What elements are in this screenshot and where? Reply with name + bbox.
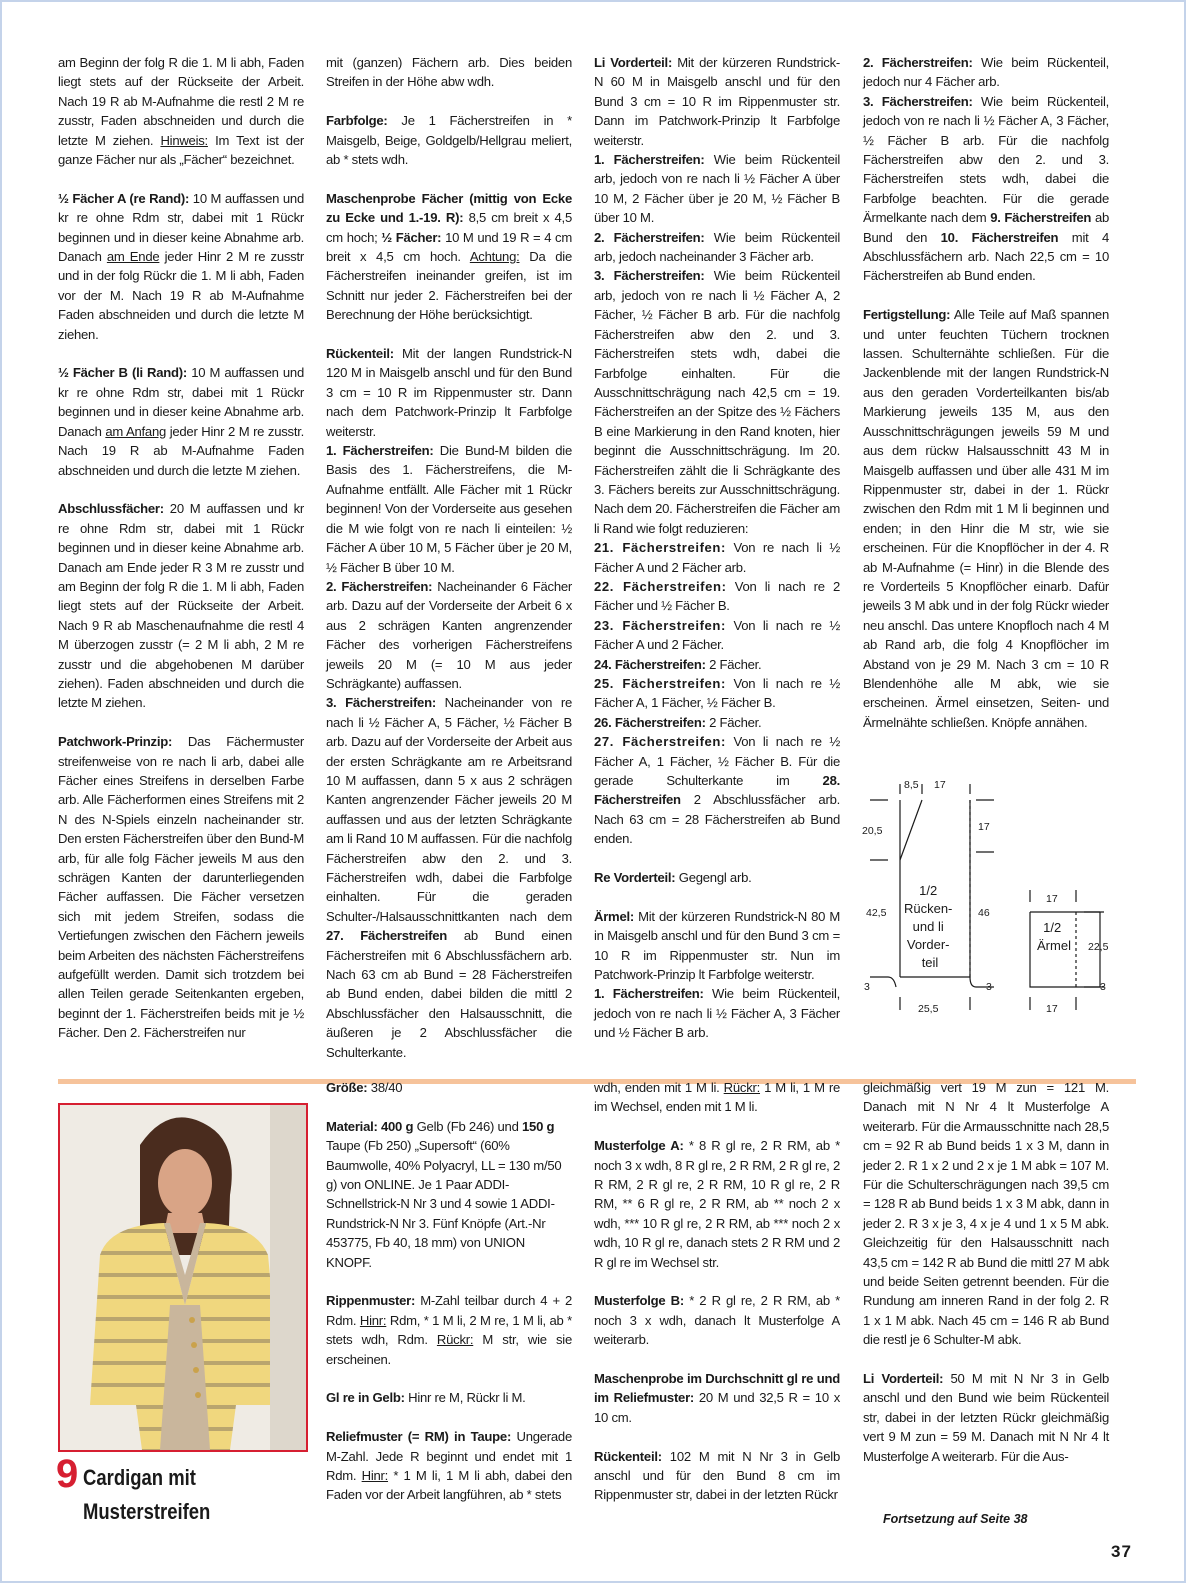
text: ab Bund einen Fächerstreifen mit 6 Abschlussfächern arb. Nach 63 cm ab Bund = 28 Fächerstreifen ab Bund enden, dabei bilden die mittl 2 Abschlussfächer den Halsausschnitt, die äußeren je 2 Abschlussfächer die Schulterkante. — [326, 928, 572, 1060]
step-heading: 24. Fächerstreifen: — [594, 656, 706, 672]
underlined-text: am Ende — [106, 249, 160, 265]
paragraph-half-fan-b — [58, 363, 304, 479]
title-line: Cardigan mit — [83, 1465, 196, 1490]
text: Die Bund-M bilden die Basis des 1. Fächerstreifens, die M-Aufnahme entfällt. Alle Fächer mit 1 Rückr beginnen! Von der Vorderseite aus gesehen die M wie folgt von re nach li einteilen: ½ Fächer A über 10 M, 5 Fächer über je 20 M, ½ Fächer B über 10 M. — [326, 443, 572, 575]
step-heading: 2. Fächerstreifen: — [594, 229, 705, 245]
step-heading: 27. Fächerstreifen: — [594, 734, 726, 750]
page-number: 37 — [1111, 1542, 1132, 1561]
paragraph-gauge — [594, 1369, 840, 1427]
section-heading: Li Vorderteil: — [594, 55, 673, 70]
underlined-text: Achtung: — [469, 249, 520, 265]
text: Alle Teile auf Maß spannen und unter feuchten Tüchern trocknen lassen. Schulternähte schließen. Für die Jackenblende mit der langen Rundstrick-N aus den geraden Vorderteilkanten bis/ab Markierung jeweils 135 M, aus den Ausschnittschrägungen jeweils 59 M und aus dem rückw Halsausschnitt 43 M in Maisgelb auffassen und über alle 431 M im Rippenmuster str, dabei in der 1. Rückr zwischen den Rdm mit 1 M li beginnen und enden; in den Hinr die M str, wie sie erscheinen. Für die Knopflöcher in der 4. R ab M-Aufnahme (= Hinr) in die Blende des re Vorderteils 5 Knopflöcher einarb. Dafür jeweils 3 M abk und in der folg Rückr wieder neu anschl. Das untere Knopfloch nach 4 M ab Rand arb, die folg 4 Knopflöcher im Abstand von je 29 M. Nach 3 cm = 10 R Blendenhöhe alle M abk, wie sie erscheinen. Ärmel einsetzen, Seiten- und Ärmelnähte schließen. Knöpfe annähen. — [863, 307, 1109, 730]
text: Von li nach re ½ Fächer A, 1 Fächer, ½ Fächer B. Für die gerade Schulterkante im — [594, 734, 840, 789]
text: Nacheinander 6 Fächer arb. Dazu auf der Vorderseite der Arbeit 6 x aus 2 schrägen Kanten angrenzender Fächer des vorherigen Fächerstreifens jeweils 20 M (= 10 M aus jeder Schrägkante) auffassen. — [326, 578, 572, 691]
section-heading: Li Vorderteil: — [863, 1371, 944, 1387]
text: 10 M auffassen und kr re ohne Rdm str, dabei mit 1 Rückr beginnen und in dieser keine Abnahme arb. Danach — [58, 190, 304, 265]
section-heading: Farbfolge: — [326, 113, 388, 129]
text: 10 M auffassen und kr re ohne Rdm str, dabei mit 1 Rückr beginnen und in dieser keine Abnahme arb. Danach — [58, 365, 304, 439]
paragraph-back — [326, 344, 572, 1062]
text: 8,5 cm breit x 4,5 cm hoch; — [326, 210, 572, 245]
paragraph-finishing — [863, 305, 1109, 732]
label-line: Vorder- — [906, 937, 950, 952]
section-heading: Abschlussfächer: — [58, 501, 164, 517]
dim-17-top: 17 — [934, 779, 946, 791]
paragraph-pattern-b — [594, 1291, 840, 1349]
paragraph-color-sequence — [326, 111, 572, 169]
text: Von li nach re ½ Fächer A, 1 Fächer, ½ Fächer B. — [594, 676, 840, 711]
step-heading: 1. Fächerstreifen: — [326, 443, 434, 459]
text: 10 M und 19 R = 4 cm breit x 4,5 cm hoch. — [326, 229, 572, 265]
paragraph-end-fans — [58, 499, 304, 712]
underlined-text: am Anfang — [105, 423, 167, 439]
text: 2 Fächer. — [705, 714, 762, 730]
section-heading: Patchwork-Prinzip: — [58, 734, 173, 750]
step-heading: 25. Fächerstreifen: — [594, 676, 726, 691]
section-heading: Material: 400 g — [326, 1118, 414, 1134]
text: Hinr re M, Rückr li M. — [404, 1390, 526, 1406]
project-number: 9 — [56, 1452, 79, 1496]
paragraph-continued: mit (ganzen) Fächern arb. Dies beiden Streifen in der Höhe abw wdh. — [326, 55, 572, 90]
dim-17-right: 17 — [978, 821, 990, 833]
step-heading: 3. Fächerstreifen: — [326, 695, 436, 711]
text: jeder Hinr 2 M re zusstr. Nach 19 R ab M-Aufnahme Faden abschneiden und durch die letzte M ziehen. — [58, 423, 304, 478]
section-heading: Ärmel: — [594, 908, 634, 924]
step-heading: 26. Fächerstreifen: — [594, 714, 706, 730]
text: mit 4 Abschlussfächern arb. Nach 22,5 cm = 10 Fächerstreifen ab Bund enden. — [863, 229, 1110, 284]
note-label: Hinweis: — [160, 132, 208, 148]
dim-3-left: 3 — [864, 981, 870, 993]
section-heading: Reliefmuster (= RM) in Taupe: — [326, 1429, 512, 1445]
bold-text: ½ Fächer: — [381, 229, 442, 245]
section-heading: Rückenteil: — [594, 1448, 662, 1464]
step-heading: 3. Fächerstreifen: — [594, 268, 705, 284]
step-heading: 21. Fächerstreifen: — [594, 540, 726, 556]
text: Von li nach re 2 Fächer und ½ Fächer B. — [594, 578, 840, 614]
text: Das Fächermuster streifenweise von re nach li arb, dabei alle Fächer eines Streifens in derselben Farbe arb. Alle Fächerformen eines Streifens mit 2 N des N-Spiels einzeln nacheinander str. Den ersten Fächerstreifen über den Bund-M arb, für alle folg Fächer jeweils M aus den schrägen Kanten der darunterliegenden Fächer auffassen. Die Fächer versetzen sich mit jedem Streifen, sodass die Vertiefungen zwischen den Fächern jeweils beim Arbeiten des nächsten Fächerstreifens aufgefüllt werden. Damit sich trotzdem bei allen Teilen gerade Seitenkanten ergeben, beginnt der 1. Fächerstreifen beids mit je ½ Fächer. Den 2. Fächerstreifen nur — [58, 734, 304, 1041]
rib-curve — [888, 977, 896, 987]
paragraph-half-fan-a — [58, 189, 304, 344]
step-heading: 27. Fächerstreifen — [326, 928, 448, 944]
dim-25-5: 25,5 — [918, 1003, 939, 1015]
label-line: und li — [912, 919, 944, 934]
step-heading: 1. Fächerstreifen: — [594, 986, 704, 1002]
underlined-text: Hinr: — [361, 1468, 389, 1484]
label-line: 1/2 — [919, 883, 938, 898]
section-heading: Rippenmuster: — [326, 1293, 416, 1309]
paragraph-right-front — [594, 868, 840, 887]
dim-46: 46 — [978, 907, 990, 919]
text: Wie beim Rückenteil arb, jedoch von re nach li ½ Fächer A, 2 Fächer, ½ Fächer B arb. Für die nachfolg Fächerstreifen abw den 2. und 3. Fächerstreifen stets wdh, dabei die Farbfolge einhalten. Für die Ausschnittschrägung nach 42,5 cm = 19. Fächerstreifen an der Spitze des ½ Fächers B eine Markierung in den Rand knoten, hier beginnt die Ausschnittschrägung. Im 20. Fächerstreifen zählt die li Schrägkante des 3. Fächers bereits zur Ausschnittschrägung. Nach dem 20. Fächerstreifen die Fächer am li Rand wie folgt reduzieren: — [594, 268, 840, 536]
text: M str, wie sie erscheinen. — [326, 1332, 572, 1367]
text: Von li nach re ½ Fächer A und 2 Fächer. — [594, 617, 840, 653]
text-column-7 — [863, 1078, 1109, 1466]
text-column-1 — [58, 53, 304, 1043]
label-line: 1/2 — [1043, 920, 1062, 935]
cardigan-photo — [58, 1103, 308, 1452]
dim-sleeve-3: 3 — [1100, 981, 1106, 993]
section-heading: ½ Fächer A (re Rand): — [58, 190, 190, 206]
dim-8-5: 8,5 — [904, 779, 919, 791]
section-heading: Rückenteil: — [326, 346, 394, 362]
text: Mit der kürzeren Rundstrick-N 80 M in Maisgelb anschl und für den Bund 3 cm = 10 R im Rippenmuster str. Nun im Patchwork-Prinzip lt Farbfolge weiterstr. — [594, 908, 840, 983]
paragraph-material — [326, 1117, 572, 1272]
text: Nacheinander von re nach li ½ Fächer A, 5 Fächer, ½ Fächer B arb. Dazu auf der Vorderseite der Arbeit aus der ersten Schrägkante am re Arbeitsrand 10 M auffassen, dann 5 x aus 2 schrägen Kanten angrenzender Fächer jeweils 20 M auffassen und aus der letzten Schrägkante am li Rand 10 M auffassen. Für die nachfolg Fächerstreifen abw den 2. und 3. Fächerstreifen wdh, dabei die Farbfolge einhalten. Für die geraden Schulter-/Halsausschnittkanten nach dem — [326, 695, 573, 924]
text: Mit der langen Rundstrick-N 120 M in Maisgelb anschl und für den Bund 3 cm = 10 R im Rippenmuster str. Dann nach dem Patchwork-Prinzip lt Farbfolge weiterstr. — [326, 346, 572, 439]
text: 1 M li, 1 M re im Wechsel, enden mit 1 M li. — [594, 1080, 840, 1115]
continued-note: Fortsetzung auf Seite 38 — [883, 1512, 1028, 1526]
text: Wie beim Rückenteil, jedoch von re nach li ½ Fächer A, 3 Fächer und ½ Fächer B arb. — [594, 986, 840, 1041]
text: Gegengl arb. — [675, 870, 752, 886]
section-heading: Maschenprobe im Durchschnitt gl re und im Reliefmuster: — [594, 1371, 840, 1406]
text: Wie beim Rückenteil, jedoch nur 4 Fächer arb. — [863, 55, 1109, 90]
text: * 2 R gl re, 2 R RM, ab * noch 3 x wdh, danach lt Musterfolge A weiterarb. — [594, 1293, 840, 1348]
sleeve-piece-label — [1037, 920, 1071, 953]
text: Mit der kürzeren Rundstrick-N 60 M in Maisgelb anschl und für den Bund 3 cm = 10 R im Rippenmuster str. Dann im Patchwork-Prinzip lt Farbfolge weiterstr. — [594, 55, 840, 148]
paragraph-gauge — [326, 189, 572, 325]
section-heading: ½ Fächer B (li Rand): — [58, 365, 188, 381]
step-heading: 1. Fächerstreifen: — [594, 152, 705, 168]
dim-sleeve-17-top: 17 — [1046, 893, 1058, 905]
step-heading: 22. Fächerstreifen: — [594, 578, 727, 594]
text: M-Zahl teilbar durch 4 + 2 Rdm. — [326, 1293, 572, 1328]
step-heading: 9. Fächerstreifen — [990, 210, 1092, 226]
title-line: Musterstreifen — [83, 1499, 211, 1524]
paragraph-stockinette — [326, 1388, 572, 1407]
label-line: Rücken- — [903, 901, 953, 916]
text: Im Text ist der ganze Fächer nur als „Fächer“ bezeichnet. — [58, 132, 304, 168]
neck-slope — [900, 800, 922, 860]
text-column-5 — [326, 1078, 572, 1505]
paragraph-patchwork — [58, 732, 304, 1043]
text-column-2 — [326, 53, 572, 1062]
pattern-schematic — [862, 779, 1142, 1040]
step-heading: 10. Fächerstreifen — [940, 229, 1059, 245]
paragraph-left-front — [863, 1369, 1109, 1466]
text: 102 M mit N Nr 3 in Gelb anschl und für den Bund 8 cm im Rippenmuster str, dabei in der letzten Rückr — [594, 1448, 840, 1503]
text: Wie beim Rückenteil arb, jedoch nacheinander 3 Fächer arb. — [594, 229, 840, 265]
paragraph-size — [326, 1078, 572, 1097]
text: 20 M und 32,5 R = 10 x 10 cm. — [594, 1390, 840, 1425]
model-illustration — [60, 1105, 306, 1450]
underlined-text: Rückr: — [436, 1332, 474, 1348]
project-title — [83, 1461, 210, 1529]
dim-sleeve-17-bottom: 17 — [1046, 1003, 1058, 1015]
text: Wie beim Rückenteil arb, jedoch von re nach li ½ Fächer A über 10 M, 2 Fächer über je 20 M, ½ Fächer B über 10 M. — [594, 152, 840, 226]
section-heading: Musterfolge B: — [594, 1293, 684, 1309]
paragraph-relief-continued — [594, 1078, 840, 1117]
text: 50 M mit N Nr 3 in Gelb anschl und den Bund wie beim Rückenteil str, dabei in der letzten Rückr gleichmäßig vert 9 M zun = 59 M. Danach mit N Nr 4 lt Musterfolge A weiterarb. Für die Aus- — [863, 1371, 1109, 1464]
paragraph-back-continued: gleichmäßig vert 19 M zun = 121 M. Danach mit N Nr 4 lt Musterfolge A weiterarb. Für die Armausschnitte nach 28,5 cm = 92 R ab Bund beids 1 x 3 M, dann in jeder 2. R 1 x 2 und 2 x je 1 M abk = 107 M. Für die Schulterschrägungen nach 39,5 cm = 128 R ab Bund beids 1 x 3 M abk, dann in jeder 2. R 3 x je 3, 4 x je 4 und 1 x 5 M abk. Gleichzeitig für den Halsausschnitt nach 43,5 cm = 142 R ab Bund die mittl 27 M abk und beide Seiten getrennt beenden. Für die Rundung am inneren Rand in der folg 2. R 1 x 1 M abk. Nach 45 cm = 146 R ab Bund die restl je 6 Schulter-M abk. — [863, 1080, 1109, 1348]
rib-curve — [970, 977, 976, 987]
section-heading: Gl re in Gelb: — [326, 1390, 405, 1406]
section-heading: Musterfolge A: — [594, 1138, 684, 1154]
text: jeder Hinr 2 M re zusstr und in der folg Rückr die 1. M li abh, Faden vor der M. Nach 19 R ab M-Aufnahme Faden abschneiden und durch die letzte M ziehen. — [58, 249, 304, 342]
text: 20 M auffassen und kr re ohne Rdm str, dabei mit 1 Rückr beginnen und in dieser keine Abnahme arb. Danach am Ende jeder R 3 M re zusstr und am Beginn der folg R die 1. M li abh, Faden liegt stets auf der Rückseite der Arbeit. Nach 9 R ab Maschenaufnahme die restl 4 M überzogen zusstr (= 2 M li abh, 2 M re zusstr und die abgehobenen M darüber ziehen). Faden abschneiden und durch die letzte M ziehen. — [58, 501, 304, 711]
step-heading: 2. Fächerstreifen: — [326, 578, 433, 594]
step-heading: 2. Fächerstreifen: — [863, 55, 973, 70]
step-heading: 28. Fächerstreifen — [594, 773, 840, 808]
label-line: teil — [921, 955, 939, 970]
dim-sleeve-22-5: 22,5 — [1088, 941, 1109, 953]
section-heading: Größe: — [326, 1080, 368, 1095]
section-heading: Maschenprobe Fächer (mittig von Ecke zu Ecke und 1.-19. R): — [326, 190, 572, 226]
step-heading: 3. Fächerstreifen: — [863, 93, 973, 109]
section-heading: Fertigstellung: — [863, 307, 951, 323]
section-heading: Re Vorderteil: — [594, 870, 676, 886]
paragraph-intro — [58, 53, 304, 169]
paragraph-sleeve-continued — [863, 53, 1109, 286]
text: ab Bund den — [863, 210, 1110, 245]
text: Je 1 Fächerstreifen in * Maisgelb, Beige, Goldgelb/Hellgrau meliert, ab * stets wdh. — [326, 113, 572, 168]
label-line: Ärmel — [1037, 938, 1071, 953]
text: 2 Fächer. — [705, 656, 762, 672]
dim-42-5: 42,5 — [866, 907, 887, 919]
dim-20-5: 20,5 — [862, 825, 883, 837]
text: Ungerade M-Zahl. Jede R beginnt und endet mit 1 Rdm. — [326, 1429, 572, 1484]
text: Von re nach li ½ Fächer A und 2 Fächer arb. — [594, 540, 840, 575]
text: Taupe (Fb 250) „Supersoft“ (60% Baumwolle, 40% Polyacryl, LL = 130 m/50 g) von ONLINE. Je 1 Paar ADDI-Schnellstrick-N Nr 3 und 4 sowie 1 ADDI-Rundstrick-N Nr 3. Fünf Knöpfe (Art.-Nr 453775, Fb 40, 18 mm) von UNION KNOPF. — [326, 1138, 562, 1270]
underlined-text: Rückr: — [723, 1080, 761, 1095]
text: Gelb (Fb 246) und — [413, 1118, 523, 1134]
paragraph-relief-pattern — [326, 1427, 572, 1505]
text: * 8 R gl re, 2 R RM, ab * noch 3 x wdh, 8 R gl re, 2 R RM, 2 R gl re, 2 R RM, 2 R gl re, 2 R RM, 10 R gl re, 2 R RM, ** 6 R gl re, 2 R RM, ab ** noch 2 x wdh, *** 10 R gl re, 2 R RM, ab *** noch 2 x wdh, 10 R gl re, danach stets 2 R RM und 2 R gl re im Wechsel str. — [594, 1138, 840, 1270]
paragraph-rib-pattern — [326, 1291, 572, 1369]
step-heading: 23. Fächerstreifen: — [594, 617, 726, 633]
text: am Beginn der folg R die 1. M li abh, Faden liegt stets auf der Rückseite der Arbeit. Nach 19 R ab M-Aufnahme die restl 2 M re zusstr, Faden abschneiden und durch die letzte M ziehen. — [58, 55, 304, 148]
dim-3-right: 3 — [986, 981, 992, 993]
paragraph-pattern-a — [594, 1136, 840, 1272]
paragraph-sleeve — [594, 907, 840, 1043]
text: wdh, enden mit 1 M li. — [594, 1080, 724, 1095]
bold-text: 150 g — [522, 1118, 555, 1134]
text-column-4 — [863, 53, 1109, 732]
paragraph-left-front — [594, 53, 840, 849]
body-piece-label — [904, 883, 956, 970]
text: Rdm, * 1 M li, 2 M re, 1 M li, ab * stets wdh, Rdm. — [326, 1312, 572, 1348]
underlined-text: Hinr: — [359, 1312, 387, 1328]
text: 38/40 — [367, 1080, 403, 1095]
paragraph-back — [594, 1447, 840, 1505]
text-column-6 — [594, 1078, 840, 1505]
text-column-3 — [594, 53, 840, 1043]
text: Da die Fächerstreifen ineinander greifen, ist im Schnitt nur jeder 2. Fächerstreifen bei der Berechnung der Höhe berücksichtigt. — [326, 249, 572, 323]
text: 2 Abschlussfächer arb. Nach 63 cm = 28 Fächerstreifen ab Bund enden. — [594, 792, 840, 847]
text: Wie beim Rückenteil, jedoch von re nach li ½ Fächer A, 3 Fächer, ½ Fächer B arb. Für die nachfolg Fächerstreifen abw den 2. und 3. Fächerstreifen stets wdh, dabei die Farbfolge beachten. Für die gerade Ärmelkante nach dem — [863, 93, 1109, 226]
text: * 1 M li, 1 M li abh, dabei den Faden vor der Arbeit langführen, ab * stets — [326, 1468, 573, 1503]
